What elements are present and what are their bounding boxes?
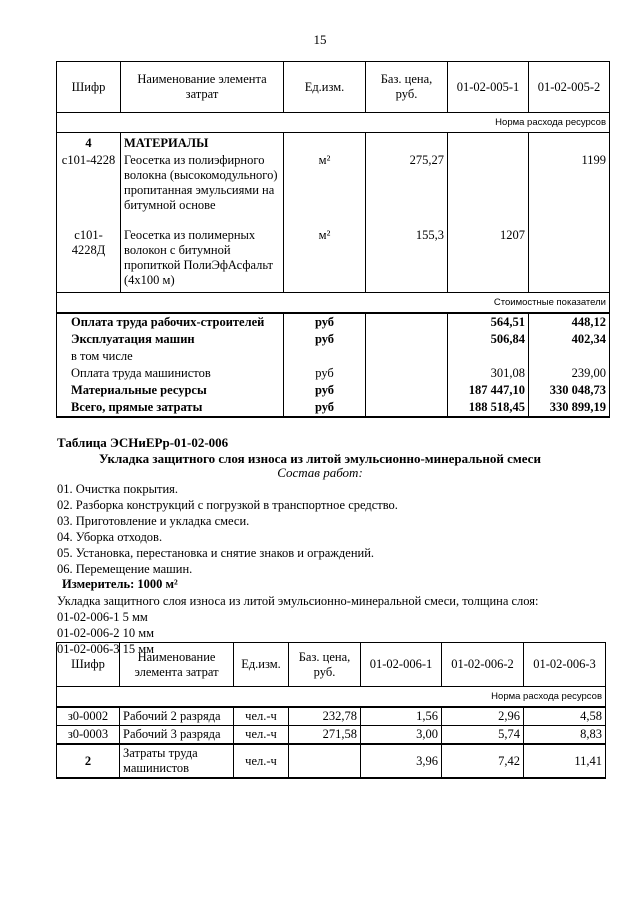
work-title: Состав работ: bbox=[277, 465, 363, 480]
header-col1: 01-02-006-1 bbox=[361, 643, 442, 687]
cost-v1: 564,51 bbox=[448, 313, 529, 331]
work-item: 06. Перемещение машин. bbox=[57, 562, 193, 576]
variant: 01-02-006-1 5 мм bbox=[57, 610, 148, 624]
material-v2: 1199 bbox=[529, 152, 610, 227]
row-unit: чел.-ч bbox=[234, 707, 289, 726]
cost-v1: 506,84 bbox=[448, 331, 529, 348]
work-item: 01. Очистка покрытия. bbox=[57, 482, 179, 496]
table-row bbox=[57, 726, 606, 745]
material-code: с101-4228Д bbox=[57, 227, 121, 293]
row-v2: 5,74 bbox=[442, 726, 524, 745]
table-row bbox=[57, 152, 610, 227]
header-code: Шифр bbox=[57, 643, 120, 687]
cost-unit: руб bbox=[284, 331, 366, 348]
resource-table-2 bbox=[56, 642, 606, 779]
cost-v2: 448,12 bbox=[529, 313, 610, 331]
row-unit: чел.-ч bbox=[234, 726, 289, 745]
table-header-row bbox=[57, 643, 606, 687]
cost-name: в том числе bbox=[57, 348, 284, 365]
cost-unit: руб bbox=[284, 399, 366, 417]
cost-label: Стоимостные показатели bbox=[57, 293, 610, 314]
material-v1 bbox=[448, 152, 529, 227]
row-name: Рабочий 3 разряда bbox=[120, 726, 234, 745]
work-item: 04. Уборка отходов. bbox=[57, 530, 163, 544]
material-code: с101-4228 bbox=[57, 152, 121, 227]
norm-label: Норма расхода ресурсов bbox=[57, 687, 606, 708]
section-number: 4 bbox=[57, 133, 121, 153]
material-price: 155,3 bbox=[366, 227, 448, 293]
row-code: з0-0003 bbox=[57, 726, 120, 745]
header-price: Баз. цена, руб. bbox=[289, 643, 361, 687]
header-col1: 01-02-005-1 bbox=[448, 62, 529, 113]
header-name: Наименование элемента затрат bbox=[121, 62, 284, 113]
material-price: 275,27 bbox=[366, 152, 448, 227]
row-code: 2 bbox=[57, 744, 120, 778]
work-item: 02. Разборка конструкций с погрузкой в транспортное средство. bbox=[57, 498, 398, 512]
cost-row bbox=[57, 365, 610, 382]
cost-v2: 330 048,73 bbox=[529, 382, 610, 399]
row-price: 271,58 bbox=[289, 726, 361, 745]
cost-v1: 301,08 bbox=[448, 365, 529, 382]
header-unit: Ед.изм. bbox=[284, 62, 366, 113]
table-subtitle: Укладка защитного слоя износа из литой эмульсионно-минеральной смеси bbox=[99, 451, 541, 466]
row-v2: 7,42 bbox=[442, 744, 524, 778]
resource-table-1 bbox=[56, 61, 610, 418]
row-v1: 3,96 bbox=[361, 744, 442, 778]
cost-v2: 239,00 bbox=[529, 365, 610, 382]
header-col2: 01-02-005-2 bbox=[529, 62, 610, 113]
cost-row bbox=[57, 399, 610, 417]
cost-row bbox=[57, 331, 610, 348]
table-title: Таблица ЭСНиЕРр-01-02-006 bbox=[57, 435, 229, 450]
cost-name: Эксплуатация машин bbox=[57, 331, 284, 348]
cost-row bbox=[57, 382, 610, 399]
cost-v1: 188 518,45 bbox=[448, 399, 529, 417]
section-title: МАТЕРИАЛЫ bbox=[121, 133, 284, 153]
material-unit: м² bbox=[284, 152, 366, 227]
cost-v1: 187 447,10 bbox=[448, 382, 529, 399]
cost-unit: руб bbox=[284, 313, 366, 331]
row-v2: 2,96 bbox=[442, 707, 524, 726]
meter-label: Измеритель: 1000 м² bbox=[62, 577, 178, 591]
table-row bbox=[57, 744, 606, 778]
header-name: Наименование элемента затрат bbox=[120, 643, 234, 687]
cost-name: Материальные ресурсы bbox=[57, 382, 284, 399]
header-col3: 01-02-006-3 bbox=[524, 643, 606, 687]
table-row bbox=[57, 227, 610, 293]
work-item: 03. Приготовление и укладка смеси. bbox=[57, 514, 250, 528]
material-v2 bbox=[529, 227, 610, 293]
variant: 01-02-006-2 10 мм bbox=[57, 626, 155, 640]
row-code: з0-0002 bbox=[57, 707, 120, 726]
section-row bbox=[57, 133, 610, 153]
row-v3: 8,83 bbox=[524, 726, 606, 745]
header-unit: Ед.изм. bbox=[234, 643, 289, 687]
row-unit: чел.-ч bbox=[234, 744, 289, 778]
work-item: 05. Установка, перестановка и снятие знаков и ограждений. bbox=[57, 546, 375, 560]
cost-name: Оплата труда машинистов bbox=[57, 365, 284, 382]
material-v1: 1207 bbox=[448, 227, 529, 293]
norm-label: Норма расхода ресурсов bbox=[57, 113, 610, 133]
row-price: 232,78 bbox=[289, 707, 361, 726]
material-name: Геосетка из полиэфирного волокна (высокомодульного) пропитанная эмульсиями на битумной основе bbox=[121, 152, 284, 227]
cost-name: Всего, прямые затраты bbox=[57, 399, 284, 417]
cost-unit: руб bbox=[284, 382, 366, 399]
cost-v2: 330 899,19 bbox=[529, 399, 610, 417]
cost-name: Оплата труда рабочих-строителей bbox=[57, 313, 284, 331]
header-col2: 01-02-006-2 bbox=[442, 643, 524, 687]
header-price: Баз. цена, руб. bbox=[366, 62, 448, 113]
material-name: Геосетка из полимерных волокон с битумной пропиткой ПолиЭфАсфальт (4х100 м) bbox=[121, 227, 284, 293]
cost-unit: руб bbox=[284, 365, 366, 382]
table-row bbox=[57, 707, 606, 726]
cost-v2: 402,34 bbox=[529, 331, 610, 348]
page-number: 15 bbox=[313, 32, 327, 47]
row-v3: 4,58 bbox=[524, 707, 606, 726]
table-header-row bbox=[57, 62, 610, 113]
row-name: Затраты труда машинистов bbox=[120, 744, 234, 778]
cost-row bbox=[57, 313, 610, 331]
row-v1: 1,56 bbox=[361, 707, 442, 726]
row-name: Рабочий 2 разряда bbox=[120, 707, 234, 726]
header-code: Шифр bbox=[57, 62, 121, 113]
row-v1: 3,00 bbox=[361, 726, 442, 745]
row-v3: 11,41 bbox=[524, 744, 606, 778]
material-unit: м² bbox=[284, 227, 366, 293]
variant: 01-02-006-3 15 мм bbox=[57, 642, 155, 656]
cost-row bbox=[57, 348, 610, 365]
description: Укладка защитного слоя износа из литой эмульсионно-минеральной смеси, толщина слоя: bbox=[57, 594, 539, 608]
